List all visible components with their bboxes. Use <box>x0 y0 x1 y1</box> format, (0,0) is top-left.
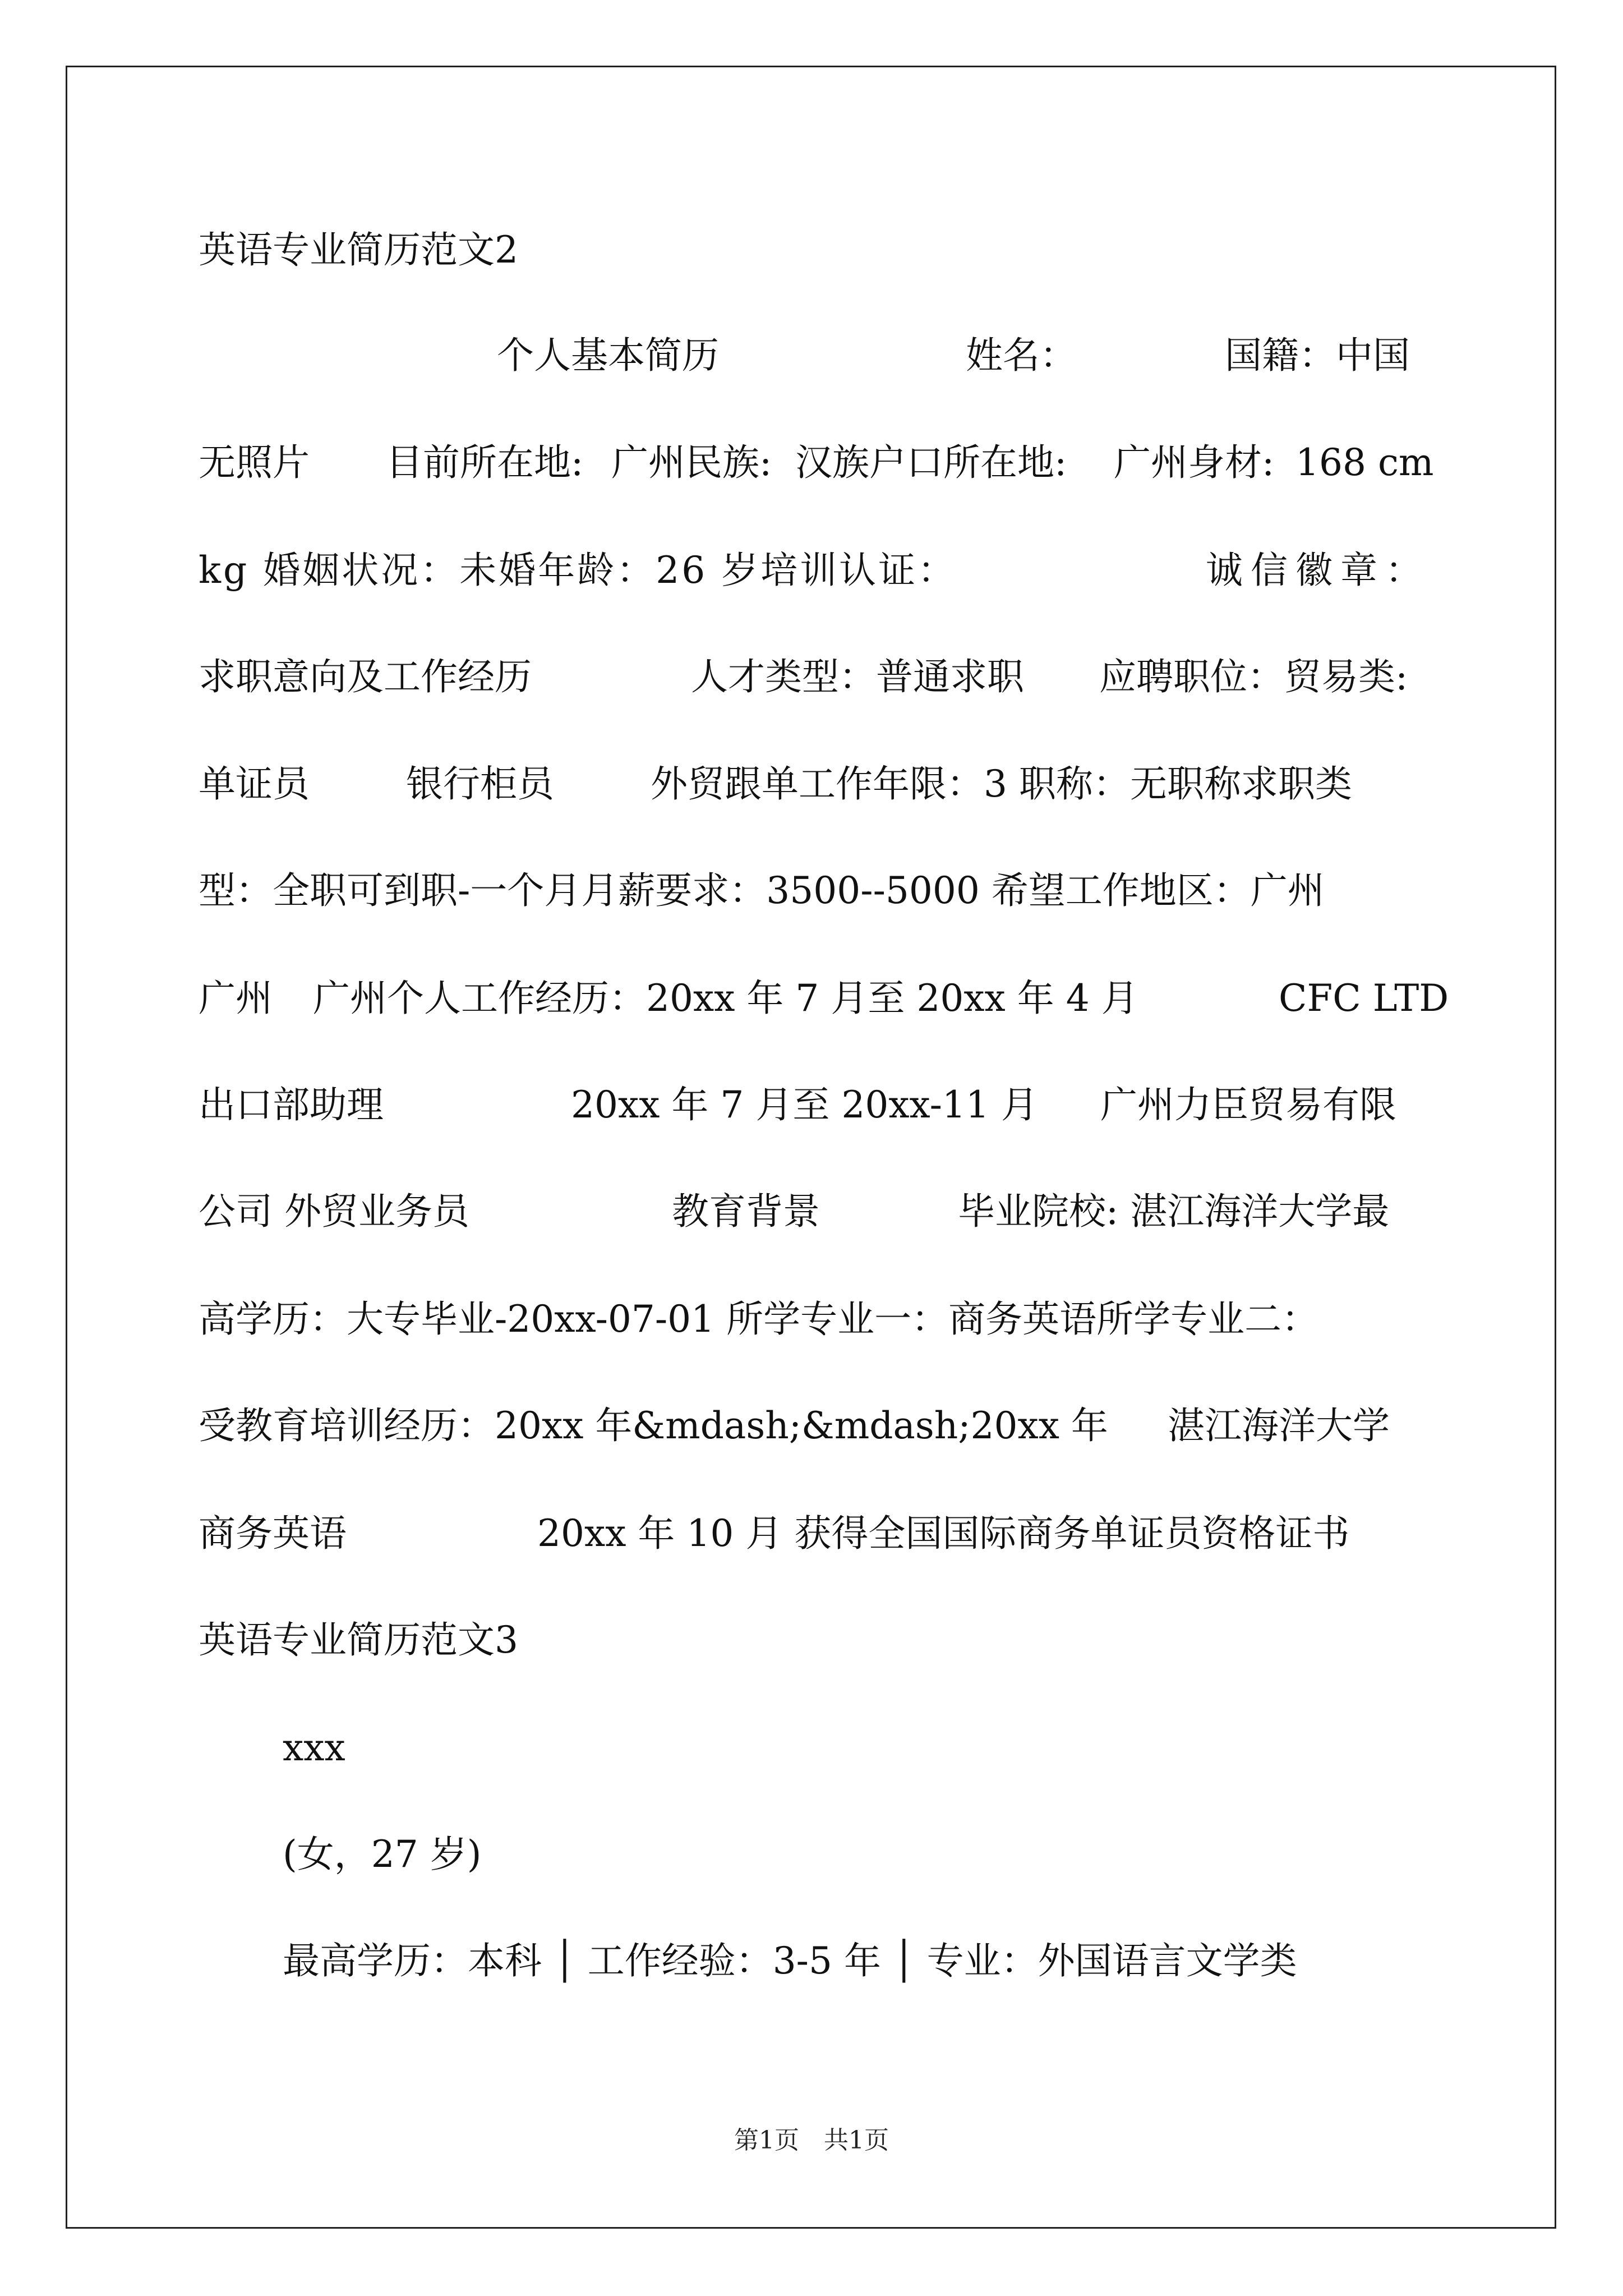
job-1: 单证员 <box>199 762 310 806</box>
training-school: 湛江海洋大学 <box>1168 1404 1390 1447</box>
hukou-label: 广州身材: <box>1114 441 1275 484</box>
position-label: 应聘职位：贸易类: <box>1099 655 1408 698</box>
intent-row <box>0 649 1623 705</box>
location-label: 目前所在地: <box>386 441 584 484</box>
profile-status-row <box>0 542 1623 599</box>
experience-2-dates: 20xx 年 7 月至 20xx-11 月 <box>571 1083 1038 1126</box>
certificate-text: 20xx 年 10 月 获得全国国际商务单证员资格证书 <box>537 1512 1350 1555</box>
page-border <box>66 66 1556 2229</box>
name-label: 姓名： <box>966 334 1077 377</box>
certificate-row <box>0 1506 1623 1562</box>
badge-label: 诚信徽章： <box>1206 549 1430 592</box>
talent-type: 人才类型：普通求职 <box>691 655 1024 698</box>
ethnicity-label: 汉族户口所在地: <box>795 441 1067 484</box>
photo-placeholder-text: 无照片 <box>199 441 310 484</box>
training-dates: 受教育培训经历：20xx 年&mdash;&mdash;20xx 年 <box>199 1404 1108 1447</box>
nationality-label: 国籍：中国 <box>1225 334 1410 377</box>
height-value: 168 cm <box>1295 441 1434 484</box>
education-heading: 教育背景 <box>672 1190 820 1233</box>
resume-name: xxx <box>283 1726 345 1769</box>
location-value: 广州民族: <box>611 441 772 484</box>
experience-row-1 <box>0 970 1623 1027</box>
job-3-and-years: 外贸跟单工作年限：3 职称：无职称求职类 <box>651 762 1352 806</box>
intent-heading: 求职意向及工作经历 <box>199 655 532 698</box>
training-row <box>0 1398 1623 1454</box>
section-heading-3: 英语专业简历范文3 <box>199 1618 518 1662</box>
experience-row-3 <box>0 1184 1623 1240</box>
page-footer: 第1页 共1页 <box>734 2126 889 2155</box>
education-detail-line: 高学历：大专毕业-20xx-07-01 所学专业一：商务英语所学专业二： <box>199 1297 1319 1341</box>
profile-location-row <box>0 435 1623 491</box>
profile-title: 个人基本简历 <box>497 334 719 377</box>
jobs-row <box>0 756 1623 812</box>
marital-age-text: kg 婚姻状况：未婚年龄：26 岁培训认证： <box>199 549 957 592</box>
experience-1-dates: 广州个人工作经历：20xx 年 7 月至 20xx 年 4 月 <box>313 977 1138 1020</box>
experience-1-title: 出口部助理 <box>199 1083 384 1126</box>
experience-row-2 <box>0 1077 1623 1133</box>
job-2: 银行柜员 <box>406 762 554 806</box>
experience-2-title: 公司 外贸业务员 <box>199 1190 469 1233</box>
profile-title-row <box>0 328 1623 384</box>
training-major: 商务英语 <box>199 1512 347 1555</box>
section-heading-2: 英语专业简历范文2 <box>199 228 518 272</box>
job-type-salary-line: 型：全职可到职-一个月月薪要求：3500--5000 希望工作地区：广州 <box>199 869 1325 912</box>
resume-gender-age: (女，27 岁) <box>283 1833 482 1876</box>
resume-summary: 最高学历：本科 │ 工作经验：3-5 年 │ 专业：外国语言文学类 <box>283 1939 1297 1982</box>
experience-1-company: CFC LTD <box>1279 977 1449 1020</box>
school-label: 毕业院校: 湛江海洋大学最 <box>958 1190 1390 1233</box>
experience-2-company: 广州力臣贸易有限 <box>1100 1083 1396 1126</box>
region-text: 广州 <box>199 977 273 1020</box>
